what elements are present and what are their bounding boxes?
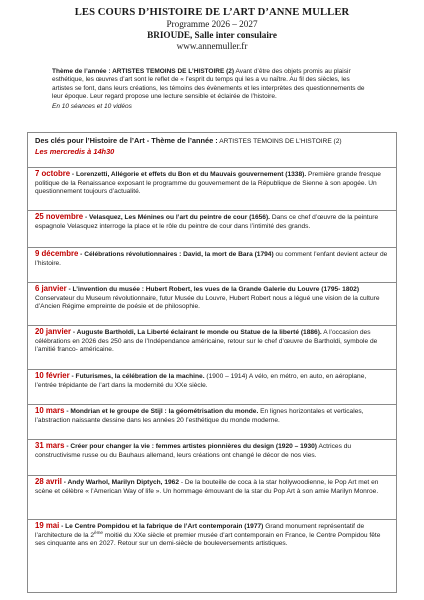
session-title: - L’invention du musée : Hubert Robert, les vues de la Grande Galerie du Louvre (1795- 1802) bbox=[66, 286, 360, 293]
session-row bbox=[28, 282, 396, 325]
series-title bbox=[35, 137, 389, 147]
session-description: Première grande fresque politique de la Renaissance exposant le programme du gouvernement de la République de Sienne à son apogée. Un questionnement toujours d’actualité. bbox=[35, 171, 381, 195]
session-date: 25 novembre bbox=[35, 212, 84, 221]
session-description: Conservateur du Museum révolutionnaire, futur Musée du Louvre, Hubert Robert nous a légué une vision de la culture d’Ancien Régime empreinte de poésie et de philosophie. bbox=[35, 294, 380, 310]
session-row bbox=[28, 247, 396, 282]
venue: BRIOUDE, Salle inter consulaire bbox=[147, 30, 277, 40]
theme-intro bbox=[52, 68, 370, 111]
session-row bbox=[28, 475, 396, 519]
session-description: - De la bouteille de coca à la star hollywoodienne, le Pop Art met en scène et célèbre « l’American Way of life ». Un hommage émouvant de la star du Pop Art à son amie Marilyn Monroe. bbox=[35, 479, 379, 495]
session-title: - Mondrian et le groupe de Stijl : la géométrisation du monde. bbox=[64, 408, 259, 415]
session-row bbox=[28, 325, 396, 369]
website: www.annemuller.fr bbox=[176, 41, 248, 51]
page-header bbox=[0, 6, 424, 52]
session-description: (1900 – 1914) A vélo, en métro, en auto, en aéroplane, l’entrée trépidante de l’art dans la modernité du XXe siècle. bbox=[35, 373, 367, 389]
session-date: 9 décembre bbox=[35, 249, 79, 258]
schedule-text: Les mercredis à 14h30 bbox=[35, 146, 115, 156]
session-description: ou comment l’enfant devient acteur de l’histoire. bbox=[35, 251, 388, 267]
session-row bbox=[28, 439, 396, 475]
program-table bbox=[27, 132, 397, 593]
session-description: En lignes horizontales et verticales, l’abstraction naissante dessine dans les années 20 l’esthétique du monde moderne. bbox=[35, 408, 364, 424]
series-subtitle: ARTISTES TEMOINS DE L’HISTOIRE (2) bbox=[217, 138, 342, 145]
session-row bbox=[28, 519, 396, 594]
session-row bbox=[28, 369, 396, 404]
session-date: 19 mai bbox=[35, 521, 60, 530]
session-date: 31 mars bbox=[35, 441, 65, 450]
sessions-count: En 10 séances et 10 vidéos bbox=[52, 102, 132, 110]
session-title: - Lorenzetti, Allégorie et effets du Bon et du Mauvais gouvernement (1338). bbox=[70, 171, 307, 178]
programme-years: Programme 2026 – 2027 bbox=[166, 19, 258, 29]
session-date: 6 janvier bbox=[35, 284, 67, 293]
session-row bbox=[28, 404, 396, 439]
session-title: - Créer pour changer la vie : femmes artistes pionnières du design (1920 – 1930) bbox=[64, 443, 317, 450]
session-title: - Célébrations révolutionnaires : David, la mort de Bara (1794) bbox=[78, 251, 274, 258]
session-description: A l’occasion des célébrations en 2026 des 250 ans de l’Indépendance américaine, retour sur le chef d’œuvre de Bartholdi, symbole de l’amitié franco- américaine. bbox=[35, 329, 378, 353]
session-date: 10 mars bbox=[35, 406, 65, 415]
session-title: - Futurismes, la célébration de la machine. bbox=[69, 373, 205, 380]
session-title: - Velasquez, Les Ménines ou l’art du peintre de cour (1656). bbox=[83, 214, 270, 221]
session-date: 28 avril bbox=[35, 477, 62, 486]
series-header-row bbox=[28, 133, 396, 167]
session-description: Grand monument représentatif de l’architecture de la 2 bbox=[35, 523, 365, 539]
series-title-text: Des clés pour l’Histoire de l’Art - Thème de l’année : bbox=[35, 136, 218, 145]
session-description: Actrices du constructivisme russe ou du Bauhaus allemand, leurs créations ont changé le décor de nos vies. bbox=[35, 443, 352, 459]
session-description-cont: moitié du XXe siècle et premier musée d’art contemporain en France, le Centre Pompidou fête ses cinquante ans en 2027. Retour sur un demi-siècle de bouleversements artistiques. bbox=[35, 531, 381, 547]
session-date: 20 janvier bbox=[35, 327, 71, 336]
session-date: 7 octobre bbox=[35, 169, 71, 178]
ordinal-suffix: ème bbox=[94, 529, 103, 535]
session-title: - Le Centre Pompidou et la fabrique de l’Art contemporain (1977) bbox=[59, 523, 264, 530]
session-row bbox=[28, 167, 396, 210]
session-row bbox=[28, 210, 396, 247]
session-date: 10 février bbox=[35, 371, 70, 380]
theme-label: Thème de l’année : ARTISTES TEMOINS DE L’HISTOIRE (2) bbox=[52, 68, 235, 75]
session-title: - Auguste Bartholdi, La Liberté éclairant le monde ou Statue de la liberté (1886). bbox=[70, 329, 322, 336]
session-title: - Andy Warhol, Marilyn Diptych, 1962 bbox=[61, 479, 180, 486]
theme-description: Avant d’être des objets promis au plaisir esthétique, les œuvres d’art sont le reflet de « l’esprit du temps qui les a vu naître. Au fil des siècles, les artistes se font, dans leurs créations, les témoins des évènements et les interprètes des questionnements de leur époque. Leur regard propose une lecture sensible et éclairée de l’histoire. bbox=[52, 68, 365, 101]
page-title: LES COURS D’HISTOIRE DE L’ART D’ANNE MULLER bbox=[74, 7, 350, 18]
session-description: Dans ce chef d’œuvre de la peinture espagnole Velasquez interroge la place et le rôle du peintre de cour dans l’intimité des grands. bbox=[35, 214, 379, 230]
